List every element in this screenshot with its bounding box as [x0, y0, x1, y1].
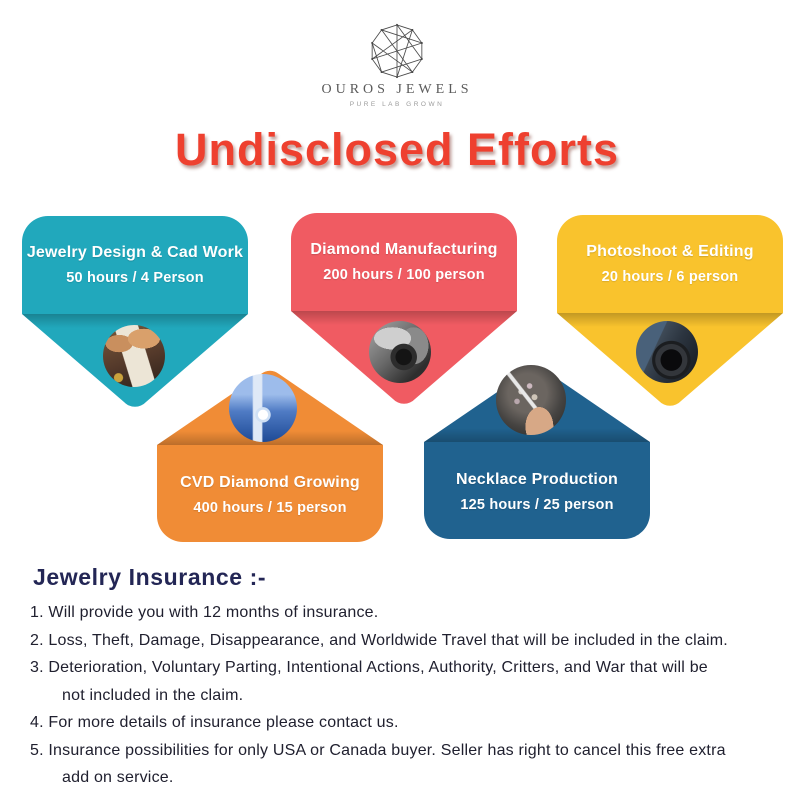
badge-text	[157, 472, 383, 516]
badge-stat: 400 hours / 15 person	[193, 500, 347, 516]
badge-label: CVD Diamond Growing	[180, 474, 360, 491]
page-title: Undisclosed Efforts	[174, 124, 620, 175]
brand-name: OUROS JEWELS	[321, 82, 473, 97]
necklace-photo	[496, 365, 566, 435]
badge-stat: 200 hours / 100 person	[323, 267, 485, 283]
badge-stat: 50 hours / 4 Person	[66, 270, 204, 286]
badge-cvd-growing	[157, 368, 383, 542]
insurance-list	[30, 599, 770, 792]
camera-photo	[636, 321, 698, 383]
badge-necklace-production	[424, 365, 650, 539]
badge-text	[22, 242, 248, 286]
insurance-item-1: 1. Will provide you with 12 months of insurance.	[30, 604, 379, 621]
insurance-item-2: 2. Loss, Theft, Damage, Disappearance, and Worldwide Travel that will be included in the claim.	[30, 631, 728, 649]
badge-label: Jewelry Design & Cad Work	[26, 244, 244, 261]
badge-stat: 20 hours / 6 person	[601, 269, 739, 285]
badge-text	[424, 469, 650, 513]
diamond-logo-icon	[368, 22, 426, 80]
cvd-machine-photo	[229, 374, 297, 442]
insurance-heading: Jewelry Insurance :-	[33, 564, 267, 590]
insurance-item-5-cont: add on service.	[62, 769, 174, 786]
insurance-item-3-cont: not included in the claim.	[62, 686, 244, 704]
badge-label: Diamond Manufacturing	[310, 241, 498, 258]
insurance-item-3: 3. Deterioration, Voluntary Parting, Intentional Actions, Authority, Critters, and War that will be	[30, 659, 708, 676]
badge-stat: 125 hours / 25 person	[460, 497, 614, 513]
insurance-item-4: 4. For more details of insurance please contact us.	[30, 714, 399, 731]
manufacturing-photo	[369, 321, 431, 383]
badge-text	[557, 241, 783, 285]
badge-label: Photoshoot & Editing	[586, 243, 754, 260]
badge-text	[291, 239, 517, 283]
brand-tagline: PURE LAB GROWN	[349, 101, 445, 108]
badge-label: Necklace Production	[455, 471, 619, 488]
insurance-item-5: 5. Insurance possibilities for only USA or Canada buyer. Seller has right to cancel this free extra	[30, 741, 726, 759]
brand-logo	[0, 22, 794, 108]
design-photo	[103, 325, 165, 387]
